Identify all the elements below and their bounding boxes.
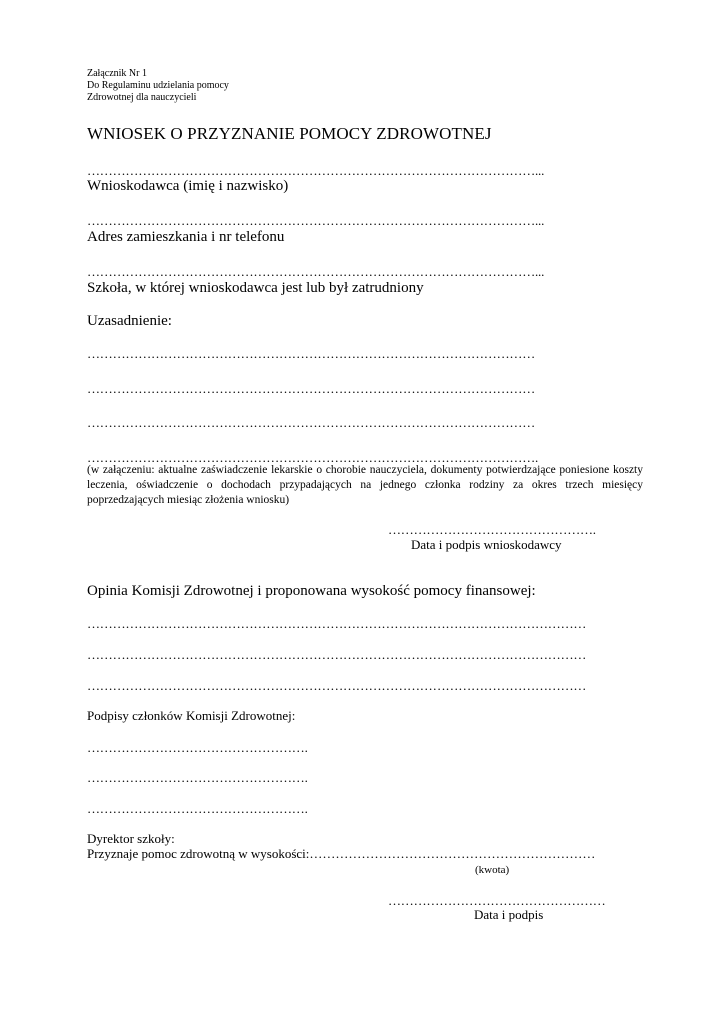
justification-label: Uzasadnienie: (87, 313, 172, 329)
regulation-subtitle: Zdrowotnej dla nauczycieli (87, 92, 197, 103)
school-field: ……………………………………………………………………………………………... (87, 264, 545, 279)
school-label: Szkoła, w której wnioskodawca jest lub był zatrudniony (87, 280, 424, 296)
justification-line-2: …………………………………………………………………………………………… (87, 381, 536, 396)
amount-caption: (kwota) (475, 864, 510, 876)
document-title: WNIOSEK O PRZYZNANIE POMOCY ZDROWOTNEJ (87, 124, 492, 143)
commission-signature-3: ……………………………………………. (87, 801, 308, 816)
commission-line-2: ……………………………………………………………………………………………………… (87, 647, 587, 662)
applicant-name-label: Wnioskodawca (imię i nazwisko) (87, 178, 289, 194)
director-signature-line: …………………………………………… (388, 893, 606, 908)
address-field: ……………………………………………………………………………………………... (87, 213, 545, 228)
commission-line-1: ……………………………………………………………………………………………………… (87, 616, 587, 631)
grant-amount-line: Przyznaje pomoc zdrowotną w wysokości:………………………………………………………… (87, 846, 596, 861)
commission-opinion-label: Opinia Komisji Zdrowotnej i proponowana wysokość pomocy finansowej: (87, 583, 536, 599)
address-label: Adres zamieszkania i nr telefonu (87, 229, 285, 245)
justification-line-3: …………………………………………………………………………………………… (87, 415, 536, 430)
director-label: Dyrektor szkoły: (87, 831, 175, 846)
applicant-signature-line: …………………………………………. (388, 522, 596, 537)
justification-line-1: …………………………………………………………………………………………… (87, 346, 536, 361)
attachment-number: Załącznik Nr 1 (87, 68, 147, 79)
commission-line-3: ……………………………………………………………………………………………………… (87, 678, 587, 693)
commission-signature-1: ……………………………………………. (87, 740, 308, 755)
commission-signature-2: ……………………………………………. (87, 770, 308, 785)
commission-signatures-label: Podpisy członków Komisji Zdrowotnej: (87, 708, 296, 723)
applicant-name-field: ……………………………………………………………………………………………... (87, 163, 545, 178)
attachments-note: (w załączeniu: aktualne zaświadczenie lekarskie o chorobie nauczyciela, dokumenty potwierdzające poniesione koszty leczenia, oświadczenie o dochodach przypadających na jednego członka rodziny za okres trzech miesięcy poprzedzających miesiąc złożenia wniosku) (87, 464, 643, 506)
justification-line-4: ……………………………………………………………………………………………. (87, 450, 539, 465)
regulation-reference: Do Regulaminu udzielania pomocy (87, 80, 229, 91)
applicant-signature-label: Data i podpis wnioskodawcy (411, 537, 562, 552)
director-signature-label: Data i podpis (474, 907, 544, 922)
